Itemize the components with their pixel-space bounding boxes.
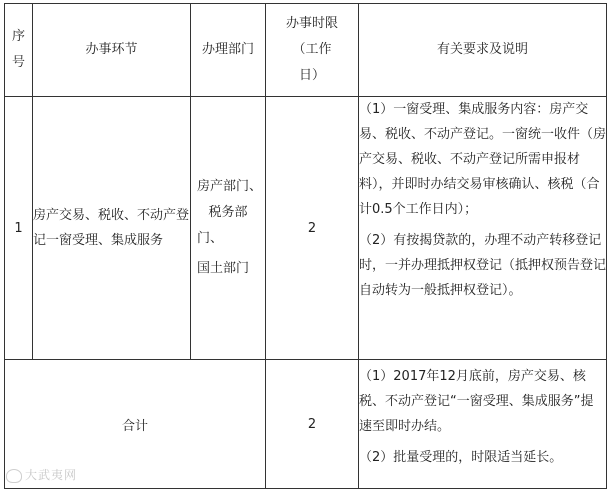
process-table bbox=[4, 3, 607, 489]
header-limit-line1: 办事时限 bbox=[285, 16, 338, 31]
total-days: 2 bbox=[266, 360, 359, 489]
row1-dept-line1: 房产部门、 bbox=[197, 179, 263, 194]
total-note-1: （1）2017年12月底前，房产交易、核税、不动产登记“一窗受理、集成服务”提速至即时办结。 bbox=[359, 369, 594, 434]
row1-days: 2 bbox=[266, 97, 359, 360]
header-step: 办事环节 bbox=[33, 4, 191, 97]
watermark bbox=[6, 466, 77, 483]
weibo-icon bbox=[6, 469, 22, 483]
total-note-2: （2）批量受理的，时限适当延长。 bbox=[359, 450, 563, 465]
table-row-total bbox=[5, 360, 607, 489]
row1-dept bbox=[191, 97, 266, 360]
header-limit bbox=[266, 4, 359, 97]
header-seq-line1: 序 bbox=[11, 29, 25, 44]
row1-dept-line3: 门、 bbox=[197, 231, 224, 246]
row1-step: 房产交易、税收、不动产登记一窗受理、集成服务 bbox=[33, 97, 191, 360]
total-label: 合计 bbox=[5, 360, 266, 489]
row1-dept-line4: 国土部门 bbox=[197, 261, 250, 276]
table-row bbox=[5, 97, 607, 360]
header-notes: 有关要求及说明 bbox=[359, 4, 607, 97]
header-limit-line2: （工作 bbox=[292, 42, 332, 57]
header-seq-line2: 号 bbox=[11, 55, 25, 70]
table-header-row bbox=[5, 4, 607, 97]
row1-dept-line2: 税务部 bbox=[208, 205, 248, 220]
watermark-text: 大武夷网 bbox=[25, 468, 78, 482]
row1-notes bbox=[359, 97, 607, 360]
total-notes bbox=[359, 360, 607, 489]
row1-note-1: （1）一窗受理、集成服务内容：房产交易、税收、不动产登记。一窗统一收件（房产交易、税收、不动产登记所需申报材料），并即时办结交易审核确认、核税（合计0.5个工作日内）； bbox=[359, 102, 607, 217]
row1-seq: 1 bbox=[5, 97, 33, 360]
header-dept: 办理部门 bbox=[191, 4, 266, 97]
header-limit-line3: 日） bbox=[298, 68, 325, 83]
row1-note-2: （2）有按揭贷款的，办理不动产转移登记时，一并办理抵押权登记（抵押权预告登记自动转为一般抵押权登记）。 bbox=[359, 233, 607, 298]
header-seq bbox=[5, 4, 33, 97]
